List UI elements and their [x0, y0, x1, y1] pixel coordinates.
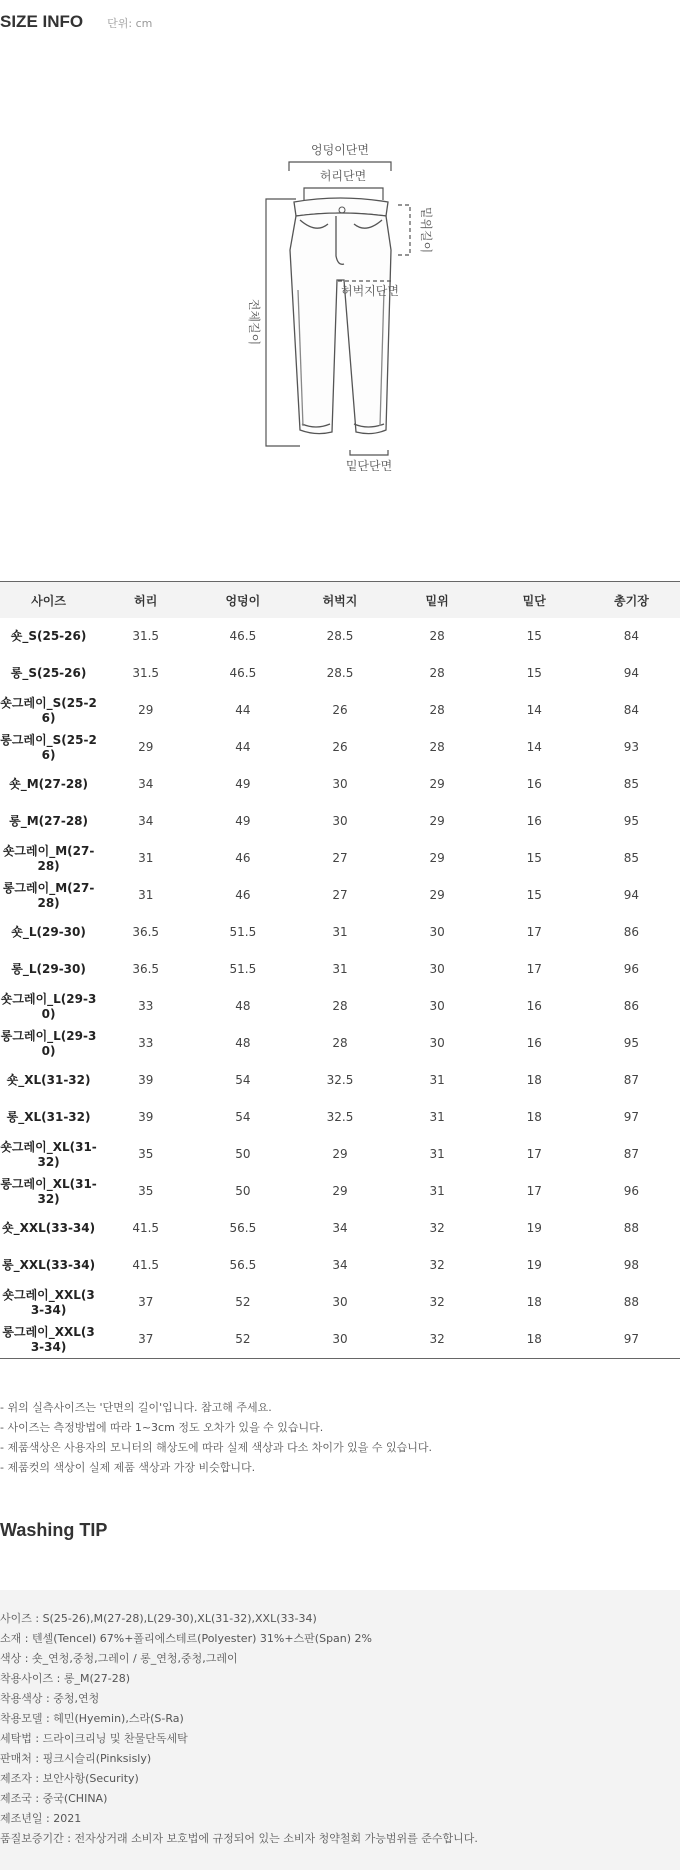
measure-cell: 28.5 — [326, 666, 354, 680]
table-row — [0, 988, 680, 1025]
note-line: - 위의 실측사이즈는 '단면의 길이'입니다. 참고해 주세요. — [0, 1401, 272, 1414]
spec-line: 착용사이즈 : 롱_M(27-28) — [0, 1672, 130, 1685]
measure-cell: 33 — [138, 999, 154, 1013]
measure-cell: 51.5 — [229, 962, 257, 976]
measure-cell: 19 — [526, 1221, 542, 1235]
table-row — [0, 1025, 680, 1062]
table-row — [0, 1247, 680, 1284]
measure-cell: 37 — [138, 1332, 154, 1346]
measure-cell: 46.5 — [229, 629, 257, 643]
size-name-cell: 롱그레이_XXL(33-34) — [2, 1324, 95, 1354]
measure-cell: 54 — [235, 1073, 251, 1087]
measure-cell: 16 — [526, 777, 542, 791]
measure-cell: 31 — [429, 1110, 445, 1124]
measure-cell: 50 — [235, 1147, 251, 1161]
size-name-cell: 숏그레이_L(29-30) — [0, 991, 97, 1021]
measure-cell: 28 — [429, 629, 445, 643]
table-row — [0, 1284, 680, 1321]
measure-cell: 96 — [623, 1184, 640, 1198]
spec-line: 판매처 : 핑크시슬리(Pinksisly) — [0, 1752, 152, 1765]
measure-cell: 36.5 — [132, 925, 160, 939]
size-name-cell: 롱_M(27-28) — [9, 814, 89, 828]
spec-line: 색상 : 숏_연청,중청,그레이 / 롱_연청,중청,그레이 — [0, 1652, 238, 1665]
col-header: 밑위 — [389, 582, 486, 619]
measure-cell: 95 — [623, 1036, 640, 1050]
measure-cell: 86 — [623, 999, 640, 1013]
measure-cell: 28 — [332, 1036, 348, 1050]
measure-cell: 32.5 — [326, 1073, 354, 1087]
measure-cell: 31 — [429, 1184, 445, 1198]
size-name-cell: 숏_S(25-26) — [10, 629, 87, 643]
measure-cell: 34 — [138, 814, 154, 828]
spec-line: 제조국 : 중국(CHINA) — [0, 1792, 108, 1805]
measure-cell: 26 — [332, 740, 348, 754]
size-table — [0, 581, 680, 1359]
measure-cell: 85 — [623, 777, 640, 791]
measure-cell: 50 — [235, 1184, 251, 1198]
measure-cell: 49 — [235, 814, 251, 828]
measure-cell: 28 — [332, 999, 348, 1013]
measure-cell: 31 — [138, 888, 154, 902]
measure-cell: 31.5 — [132, 629, 160, 643]
measure-cell: 44 — [235, 703, 251, 717]
measure-cell: 32 — [429, 1332, 445, 1346]
measure-cell: 27 — [332, 851, 348, 865]
table-row — [0, 1321, 680, 1359]
table-row — [0, 840, 680, 877]
measure-cell: 52 — [235, 1295, 251, 1309]
table-row — [0, 655, 680, 692]
size-notes — [0, 1398, 432, 1478]
measure-cell: 44 — [235, 740, 251, 754]
size-name-cell: 숏_L(29-30) — [11, 925, 86, 939]
measure-cell: 41.5 — [132, 1258, 160, 1272]
measure-cell: 54 — [235, 1110, 251, 1124]
measure-cell: 88 — [623, 1221, 640, 1235]
size-name-cell: 숏그레이_XXL(33-34) — [2, 1287, 95, 1317]
measure-cell: 29 — [429, 888, 445, 902]
size-name-cell: 숏_M(27-28) — [9, 777, 89, 791]
measure-cell: 29 — [332, 1184, 348, 1198]
waist-label: 허리단면 — [319, 169, 367, 183]
table-row — [0, 1099, 680, 1136]
table-row — [0, 1062, 680, 1099]
measure-cell: 84 — [623, 703, 640, 717]
measure-cell: 95 — [623, 814, 640, 828]
measure-cell: 15 — [526, 666, 542, 680]
measure-cell: 29 — [429, 777, 445, 791]
measure-cell: 85 — [623, 851, 640, 865]
measure-cell: 56.5 — [229, 1258, 257, 1272]
measure-cell: 97 — [623, 1110, 640, 1124]
measure-cell: 30 — [332, 1295, 348, 1309]
measure-cell: 35 — [138, 1184, 154, 1198]
measure-cell: 32.5 — [326, 1110, 354, 1124]
measure-cell: 32 — [429, 1258, 445, 1272]
unit-label: 단위: cm — [107, 17, 153, 30]
measure-cell: 27 — [332, 888, 348, 902]
measure-cell: 14 — [526, 703, 542, 717]
hem-label: 밑단단면 — [345, 459, 393, 473]
measure-cell: 37 — [138, 1295, 154, 1309]
table-row — [0, 1210, 680, 1247]
table-row — [0, 618, 680, 655]
measure-cell: 14 — [526, 740, 542, 754]
spec-line: 제조자 : 보안사항(Security) — [0, 1772, 139, 1785]
measure-cell: 96 — [623, 962, 640, 976]
table-row — [0, 877, 680, 914]
measure-cell: 30 — [429, 999, 445, 1013]
measure-cell: 30 — [429, 925, 445, 939]
measure-cell: 15 — [526, 888, 542, 902]
total-length-label: 전체길이 — [247, 298, 261, 346]
measure-cell: 34 — [332, 1258, 348, 1272]
size-name-cell: 롱_L(29-30) — [11, 962, 86, 976]
measure-cell: 26 — [332, 703, 348, 717]
size-name-cell: 롱그레이_S(25-26) — [0, 732, 97, 762]
measure-cell: 28 — [429, 703, 445, 717]
measure-cell: 31 — [429, 1147, 445, 1161]
measure-cell: 30 — [332, 1332, 348, 1346]
spec-line: 사이즈 : S(25-26),M(27-28),L(29-30),XL(31-32),XXL(33-34) — [0, 1612, 317, 1625]
measure-cell: 18 — [526, 1110, 542, 1124]
measure-cell: 28.5 — [326, 629, 354, 643]
spec-line: 착용색상 : 중청,연청 — [0, 1692, 100, 1705]
measure-cell: 93 — [623, 740, 640, 754]
measure-cell: 46 — [235, 851, 251, 865]
col-header: 밑단 — [486, 582, 583, 619]
pants-measurement-diagram — [0, 130, 680, 490]
note-line: - 제품색상은 사용자의 모니터의 해상도에 따라 실제 색상과 다소 차이가 있을 수 있습니다. — [0, 1441, 432, 1454]
measure-cell: 29 — [138, 703, 154, 717]
measure-cell: 48 — [235, 999, 251, 1013]
note-line: - 제품컷의 색상이 실제 제품 색상과 가장 비슷합니다. — [0, 1461, 256, 1474]
measure-cell: 29 — [332, 1147, 348, 1161]
size-table-header — [0, 582, 680, 619]
measure-cell: 30 — [332, 814, 348, 828]
measure-cell: 18 — [526, 1295, 542, 1309]
measure-cell: 15 — [526, 851, 542, 865]
measure-cell: 34 — [332, 1221, 348, 1235]
measure-cell: 46 — [235, 888, 251, 902]
col-header: 엉덩이 — [194, 582, 291, 619]
table-row — [0, 1136, 680, 1173]
product-spec-box — [0, 1590, 680, 1870]
spec-line: 세탁법 : 드라이크리닝 및 찬물단독세탁 — [0, 1732, 188, 1745]
col-header: 총기장 — [583, 582, 680, 619]
measure-cell: 56.5 — [229, 1221, 257, 1235]
measure-cell: 84 — [623, 629, 640, 643]
col-header: 허리 — [97, 582, 194, 619]
note-line: - 사이즈는 측정방법에 따라 1~3cm 정도 오차가 있을 수 있습니다. — [0, 1421, 324, 1434]
measure-cell: 30 — [332, 777, 348, 791]
measure-cell: 39 — [138, 1110, 154, 1124]
measure-cell: 28 — [429, 740, 445, 754]
measure-cell: 36.5 — [132, 962, 160, 976]
size-name-cell: 롱_XXL(33-34) — [2, 1258, 96, 1272]
measure-cell: 34 — [138, 777, 154, 791]
measure-cell: 87 — [623, 1073, 640, 1087]
measure-cell: 28 — [429, 666, 445, 680]
measure-cell: 31 — [332, 962, 348, 976]
pants-illustration — [290, 198, 391, 434]
measure-cell: 51.5 — [229, 925, 257, 939]
measure-cell: 35 — [138, 1147, 154, 1161]
measure-cell: 19 — [526, 1258, 542, 1272]
measure-cell: 16 — [526, 999, 542, 1013]
col-header: 사이즈 — [0, 582, 97, 619]
measure-cell: 30 — [429, 1036, 445, 1050]
washing-tip-title: Washing TIP — [0, 1520, 108, 1540]
size-name-cell: 롱그레이_M(27-28) — [2, 880, 95, 910]
hip-label: 엉덩이단면 — [311, 143, 369, 157]
table-row — [0, 1173, 680, 1210]
measure-cell: 31 — [138, 851, 154, 865]
measure-cell: 17 — [526, 925, 542, 939]
size-name-cell: 롱_S(25-26) — [10, 666, 87, 680]
measure-cell: 98 — [623, 1258, 640, 1272]
table-row — [0, 951, 680, 988]
measure-cell: 18 — [526, 1073, 542, 1087]
size-name-cell: 롱_XL(31-32) — [6, 1110, 91, 1124]
measure-cell: 41.5 — [132, 1221, 160, 1235]
measure-cell: 33 — [138, 1036, 154, 1050]
measure-cell: 94 — [623, 666, 640, 680]
measure-cell: 17 — [526, 962, 542, 976]
size-name-cell: 숏그레이_M(27-28) — [2, 843, 95, 873]
measure-cell: 46.5 — [229, 666, 257, 680]
measure-cell: 52 — [235, 1332, 251, 1346]
spec-line: 소재 : 텐셀(Tencel) 67%+폴리에스테르(Polyester) 31%+스판(Span) 2% — [0, 1632, 373, 1645]
spec-line: 품질보증기간 : 전자상거래 소비자 보호법에 규정되어 있는 소비자 청약철회 가능범위를 준수합니다. — [0, 1832, 478, 1845]
col-header: 허벅지 — [291, 582, 388, 619]
measure-cell: 30 — [429, 962, 445, 976]
measure-cell: 32 — [429, 1295, 445, 1309]
size-info-header — [0, 12, 152, 32]
measure-cell: 31.5 — [132, 666, 160, 680]
size-name-cell: 롱그레이_XL(31-32) — [0, 1176, 97, 1206]
table-row — [0, 729, 680, 766]
table-row — [0, 914, 680, 951]
table-row — [0, 766, 680, 803]
measure-cell: 17 — [526, 1147, 542, 1161]
measure-cell: 15 — [526, 629, 542, 643]
measure-cell: 29 — [138, 740, 154, 754]
measure-cell: 32 — [429, 1221, 445, 1235]
table-row — [0, 692, 680, 729]
spec-line: 착용모델 : 헤민(Hyemin),스라(S-Ra) — [0, 1712, 184, 1725]
measure-cell: 29 — [429, 814, 445, 828]
table-row — [0, 803, 680, 840]
size-name-cell: 숏_XL(31-32) — [6, 1073, 91, 1087]
measure-cell: 87 — [623, 1147, 640, 1161]
measure-cell: 94 — [623, 888, 640, 902]
measure-cell: 31 — [332, 925, 348, 939]
thigh-label: 허벅지단면 — [341, 284, 399, 298]
measure-cell: 97 — [623, 1332, 640, 1346]
size-name-cell: 숏그레이_XL(31-32) — [0, 1139, 97, 1169]
page-title: SIZE INFO — [0, 12, 84, 31]
measure-cell: 18 — [526, 1332, 542, 1346]
measure-cell: 39 — [138, 1073, 154, 1087]
measure-cell: 86 — [623, 925, 640, 939]
measure-cell: 49 — [235, 777, 251, 791]
measure-cell: 29 — [429, 851, 445, 865]
measure-cell: 88 — [623, 1295, 640, 1309]
spec-line: 제조년일 : 2021 — [0, 1812, 82, 1825]
size-name-cell: 숏그레이_S(25-26) — [0, 695, 97, 725]
measure-cell: 48 — [235, 1036, 251, 1050]
measure-cell: 16 — [526, 1036, 542, 1050]
rise-label: 밑위길이 — [419, 206, 433, 254]
size-name-cell: 숏_XXL(33-34) — [2, 1221, 96, 1235]
measure-cell: 17 — [526, 1184, 542, 1198]
size-name-cell: 롱그레이_L(29-30) — [0, 1028, 97, 1058]
measure-cell: 31 — [429, 1073, 445, 1087]
measure-cell: 16 — [526, 814, 542, 828]
